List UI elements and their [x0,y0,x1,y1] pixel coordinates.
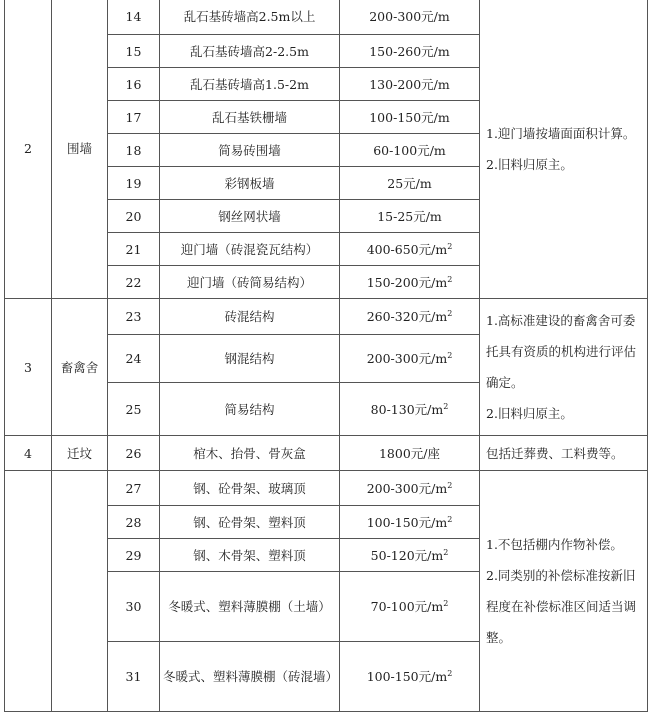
row-number: 26 [108,436,160,471]
price [340,266,480,299]
row-number: 16 [108,68,160,101]
price [340,642,480,712]
price-text: 100-150元/m [366,514,448,530]
item-name: 迎门墙（砖混瓷瓦结构） [160,233,340,266]
price: 200-300元/m [340,0,480,35]
row-number: 14 [108,0,160,35]
item-name: 简易砖围墙 [160,134,340,167]
price [340,334,480,382]
price-text: 200-300元/m [366,480,448,496]
unit-superscript: 2 [447,668,453,678]
price [340,471,480,506]
price-text: 200-300元/m [366,351,448,367]
category-note: 包括迁葬费、工料费等。 [480,436,648,471]
item-name: 钢、砼骨架、玻璃顶 [160,471,340,506]
category-name: 围墙 [52,0,108,299]
item-name: 冬暖式、塑料薄膜棚（土墙） [160,572,340,642]
row-number: 31 [108,642,160,712]
price: 25元/m [340,167,480,200]
price: 1800元/座 [340,436,480,471]
price-text: 50-120元/m [370,547,444,563]
unit-superscript: 2 [447,480,453,490]
price [340,539,480,572]
item-name: 钢、砼骨架、塑料顶 [160,506,340,539]
item-name: 乱石基砖墙高2-2.5m [160,35,340,68]
item-name: 迎门墙（砖简易结构） [160,266,340,299]
category-name: 畜禽舍 [52,299,108,436]
item-name: 乱石基砖墙高1.5-2m [160,68,340,101]
price [340,299,480,335]
price: 130-200元/m [340,68,480,101]
table-row [5,436,648,471]
note-line: 2.同类别的补偿标准按新旧程度在补偿标准区间适当调整。 [486,568,637,645]
table-row [5,299,648,335]
item-name: 乱石基铁栅墙 [160,101,340,134]
price [340,233,480,266]
note-line: 1.迎门墙按墙面面积计算。 [486,125,636,141]
note-line: 2.旧料归原主。 [486,406,573,421]
item-name: 砖混结构 [160,299,340,335]
row-number: 23 [108,299,160,335]
unit-superscript: 2 [447,308,453,318]
item-name: 冬暖式、塑料薄膜棚（砖混墙） [160,642,340,712]
unit-superscript: 2 [443,547,449,557]
note-line: 1.不包括棚内作物补偿。 [486,537,623,552]
category-name: 迁坟 [52,436,108,471]
row-number: 19 [108,167,160,200]
row-number: 22 [108,266,160,299]
row-number: 30 [108,572,160,642]
row-number: 21 [108,233,160,266]
unit-superscript: 2 [443,598,449,608]
category-note [480,471,648,712]
unit-superscript: 2 [447,514,453,524]
price-text: 260-320元/m [366,308,448,324]
unit-superscript: 2 [447,241,453,251]
price-text: 400-650元/m [366,241,448,257]
price: 15-25元/m [340,200,480,233]
price [340,506,480,539]
category-number [5,471,52,712]
price-text: 80-130元/m [370,401,444,417]
unit-superscript: 2 [447,274,453,284]
compensation-table [4,0,648,712]
item-name: 简易结构 [160,383,340,436]
price [340,572,480,642]
category-note [480,299,648,436]
item-name: 棺木、抬骨、骨灰盒 [160,436,340,471]
category-number: 4 [5,436,52,471]
unit-superscript: 2 [447,350,453,360]
note-line: 1.高标准建设的畜禽舍可委托具有资质的机构进行评估确定。 [486,313,637,390]
table-row [5,0,648,35]
item-name: 钢、木骨架、塑料顶 [160,539,340,572]
item-name: 彩钢板墙 [160,167,340,200]
row-number: 18 [108,134,160,167]
row-number: 24 [108,334,160,382]
price: 150-260元/m [340,35,480,68]
row-number: 29 [108,539,160,572]
price: 100-150元/m [340,101,480,134]
row-number: 25 [108,383,160,436]
item-name: 乱石基砖墙高2.5m以上 [160,0,340,35]
row-number: 17 [108,101,160,134]
row-number: 27 [108,471,160,506]
item-name: 钢混结构 [160,334,340,382]
table-row [5,471,648,506]
price-text: 150-200元/m [366,274,448,290]
row-number: 20 [108,200,160,233]
category-number: 3 [5,299,52,436]
price [340,383,480,436]
price-text: 70-100元/m [370,599,444,614]
price: 60-100元/m [340,134,480,167]
category-name [52,471,108,712]
category-number: 2 [5,0,52,299]
unit-superscript: 2 [443,401,449,411]
row-number: 15 [108,35,160,68]
row-number: 28 [108,506,160,539]
category-note [480,0,648,299]
note-line: 2.旧料归原主。 [486,156,573,172]
price-text: 100-150元/m [366,669,448,684]
item-name: 钢丝网状墙 [160,200,340,233]
